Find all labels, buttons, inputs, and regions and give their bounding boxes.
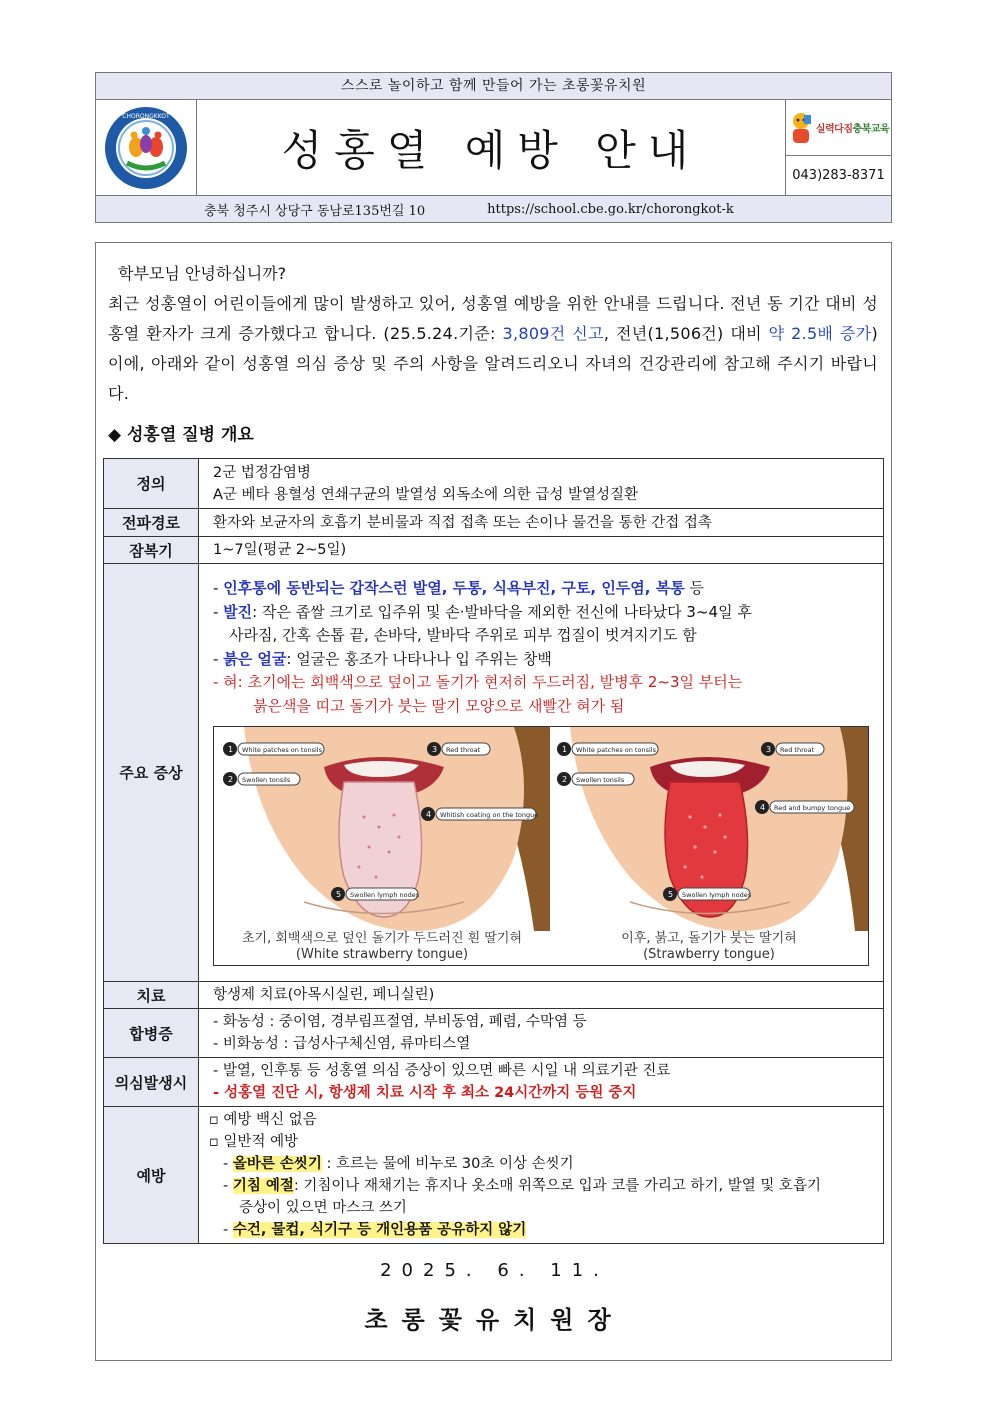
fig2-caption-ko: 이후, 붉고, 돌기가 붓는 딸기혀 xyxy=(621,931,797,946)
suspected-line1: - 발열, 인후통 등 성홍열 의심 증상이 있으면 빠른 시일 내 의료기관 진료 xyxy=(213,1063,671,1079)
symptom-rash-text: : 작은 좁쌀 크기로 입주위 및 손·발바닥을 제외한 전신에 나타났다 3~4일 후 xyxy=(252,602,752,621)
table-row-treatment xyxy=(104,982,884,1009)
increase-rate: 약 2.5배 증가 xyxy=(768,324,872,343)
fig1-label5: Swollen lymph nodes xyxy=(350,891,420,899)
symptoms-label: 주요 증상 xyxy=(104,564,199,982)
disease-overview-table xyxy=(103,458,884,1244)
brand-text-a: 실력다짐 xyxy=(815,124,853,135)
fig1-label3: Red throat xyxy=(446,746,481,754)
no-share-text: 수건, 물컵, 식기구 등 개인용품 공유하지 않기 xyxy=(232,1222,527,1238)
definition-line1: 2군 법정감염병 xyxy=(213,464,311,481)
svg-text:4: 4 xyxy=(760,803,766,812)
brand-text-b: 충북교육 xyxy=(852,124,890,135)
table-row-prevention xyxy=(104,1107,884,1244)
treatment-text: 항생제 치료(아목시실린, 페니실린) xyxy=(199,982,884,1009)
cough-text: : 기침이나 재채기는 휴지나 옷소매 위쪽으로 입과 코를 가리고 하기, 발열 및 호흡기 xyxy=(293,1178,821,1194)
white-tongue-illustration xyxy=(214,727,550,931)
svg-text:2: 2 xyxy=(562,775,568,784)
phone-number: 043)283-8371 xyxy=(792,168,885,183)
symptom-rash: - 발진: 작은 좁쌀 크기로 입주위 및 손·발바닥을 제외한 전신에 나타났다 3~4일 후 xyxy=(213,602,752,621)
table-row-suspected xyxy=(104,1058,884,1107)
prevention-line2: ▫ 일반적 예방 xyxy=(209,1134,299,1150)
fig2-label4: Red and bumpy tongue xyxy=(774,804,851,812)
symptom-fever-end: 등 xyxy=(684,579,704,597)
svg-text:5: 5 xyxy=(336,890,342,899)
greeting: 학부모님 안녕하십니까? xyxy=(118,264,287,283)
symptom-rash-title: 발진 xyxy=(223,602,253,621)
complications-label: 합병증 xyxy=(104,1009,199,1058)
transmission-label: 전파경로 xyxy=(104,509,199,537)
school-logo xyxy=(96,100,197,195)
strawberry-tongue-figure xyxy=(550,727,868,965)
incubation-text: 1~7일(평균 2~5일) xyxy=(199,537,884,564)
prevention-handwash: - 올바른 손씻기 : 흐르는 물에 비누로 30초 이상 손씻기 xyxy=(223,1156,574,1172)
notice-body xyxy=(95,242,892,1361)
svg-text:3: 3 xyxy=(432,745,438,754)
symptom-fever-text: 인후통에 동반되는 갑작스런 발열, 두통, 식욕부진, 구토, 인두염, 복통 xyxy=(223,579,685,597)
suspected-label: 의심발생시 xyxy=(104,1058,199,1107)
symptom-face: - 붉은 얼굴: 얼굴은 홍조가 나타나나 입 주위는 창백 xyxy=(213,649,552,668)
handwash-text: : 흐르는 물에 비누로 30초 이상 손씻기 xyxy=(321,1156,574,1172)
education-brand-logo xyxy=(786,100,891,156)
fig1-caption-ko: 초기, 회백색으로 덮인 돌기가 두드러진 흰 딸기혀 xyxy=(241,931,523,946)
symptom-tongue-cont: 붉은색을 띠고 돌기가 붓는 딸기 모양으로 새빨간 혀가 됨 xyxy=(253,696,625,715)
red-tongue-illustration xyxy=(550,727,868,931)
tongue-illustrations xyxy=(213,726,869,966)
fig1-label2: Swollen tonsils xyxy=(242,776,291,784)
complications-line2: - 비화농성 : 급성사구체신염, 류마티스열 xyxy=(213,1036,471,1052)
fig1-label1: White patches on tonsils xyxy=(242,746,322,754)
table-row-transmission xyxy=(104,509,884,537)
prevention-no-share: - 수건, 물컵, 식기구 등 개인용품 공유하지 않기 xyxy=(223,1222,527,1238)
fig1-caption-en: (White strawberry tongue) xyxy=(295,947,469,962)
svg-text:2: 2 xyxy=(228,775,234,784)
svg-text:5: 5 xyxy=(668,890,674,899)
intro-paragraph xyxy=(108,289,878,409)
kindergarten-emblem-icon xyxy=(103,105,189,191)
table-row-incubation xyxy=(104,537,884,564)
fig2-caption-en: (Strawberry tongue) xyxy=(643,947,775,962)
symptom-fever: - 인후통에 동반되는 갑작스런 발열, 두통, 식욕부진, 구토, 인두염, 복통 등 xyxy=(213,579,704,597)
school-address: 충북 청주시 상당구 동남로135번길 10 xyxy=(204,203,426,219)
symptom-face-text: : 얼굴은 홍조가 나타나나 입 주위는 창백 xyxy=(286,649,552,668)
white-strawberry-tongue-figure xyxy=(214,727,550,965)
section-title: ◆ 성홍열 질병 개요 xyxy=(108,425,254,445)
incubation-label: 잠복기 xyxy=(104,537,199,564)
intro-text-1: 최근 성홍열이 어린이들에게 많이 발생하고 있어, 성홍열 예방을 위한 안내를 드립니다. 전년 동 기간 대비 성홍열 환자가 크게 증가했다고 합니다. (25.5.24.기준: xyxy=(108,294,878,343)
table-row-symptoms xyxy=(104,564,884,982)
prevention-line1: ▫ 예방 백신 없음 xyxy=(209,1112,317,1128)
svg-text:1: 1 xyxy=(228,745,234,754)
svg-text:CHORONGKKOT: CHORONGKKOT xyxy=(122,112,170,120)
principal-signature: 초롱꽃유치원장 xyxy=(364,1306,625,1334)
treatment-label: 치료 xyxy=(104,982,199,1009)
svg-text:4: 4 xyxy=(426,810,432,819)
definition-line2: A군 베타 용혈성 연쇄구균의 발열성 외독소에 의한 급성 발열성질환 xyxy=(213,486,638,503)
definition-label: 정의 xyxy=(104,459,199,509)
complications-line1: - 화농성 : 중이염, 경부림프절염, 부비동염, 폐렴, 수막염 등 xyxy=(213,1014,587,1030)
fig2-label1: White patches on tonsils xyxy=(576,746,656,754)
mascot-icon xyxy=(788,111,814,145)
fig1-label4: Whitish coating on the tongue xyxy=(440,811,539,819)
svg-text:3: 3 xyxy=(766,745,772,754)
handwash-title: 올바른 손씻기 xyxy=(232,1156,322,1172)
report-count: 3,809건 신고 xyxy=(502,324,604,343)
symptom-tongue: - 혀: 초기에는 회백색으로 덮이고 돌기가 현저히 두드러짐, 발병후 2~3일 부터는 xyxy=(213,673,743,691)
prevention-cough-cont: 증상이 있으면 마스크 쓰기 xyxy=(239,1200,407,1216)
document-header xyxy=(95,72,892,223)
table-row-definition xyxy=(104,459,884,509)
intro-text-2: , 전년(1,506건) 대비 xyxy=(603,324,769,343)
svg-text:1: 1 xyxy=(562,745,568,754)
intro-text-3: ) 이에, 아래와 같이 성홍열 의심 증상 및 주의 사항을 알려드리오니 자녀의 건강관리에 참고해 주시기 바랍니다. xyxy=(108,324,878,403)
cough-title: 기침 예절 xyxy=(232,1178,294,1194)
fig2-label2: Swollen tonsils xyxy=(576,776,625,784)
table-row-complications xyxy=(104,1009,884,1058)
school-url[interactable]: https://school.cbe.go.kr/chorongkot-k xyxy=(487,201,734,217)
fig2-label5: Swollen lymph nodes xyxy=(682,891,752,899)
document-title: 성홍열 예방 안내 xyxy=(281,125,701,175)
prevention-label: 예방 xyxy=(104,1107,199,1244)
school-motto: 스스로 놀이하고 함께 만들어 가는 초롱꽃유치원 xyxy=(96,73,891,100)
prevention-cough: - 기침 예절: 기침이나 재채기는 휴지나 옷소매 위쪽으로 입과 코를 가리고 하기, 발열 및 호흡기 xyxy=(223,1178,821,1194)
fig2-label3: Red throat xyxy=(780,746,815,754)
suspected-line2: - 성홍열 진단 시, 항생제 치료 시작 후 최소 24시간까지 등원 중지 xyxy=(213,1085,637,1101)
symptom-face-title: 붉은 얼굴 xyxy=(223,649,287,668)
transmission-text: 환자와 보균자의 호흡기 분비물과 직접 접촉 또는 손이나 물건을 통한 간접 접촉 xyxy=(199,509,884,537)
symptom-rash-cont: 사라짐, 간혹 손톱 끝, 손바닥, 발바닥 주위로 피부 껍질이 벗겨지기도 함 xyxy=(229,626,697,644)
notice-date: 2025. 6. 11. xyxy=(380,1260,609,1281)
